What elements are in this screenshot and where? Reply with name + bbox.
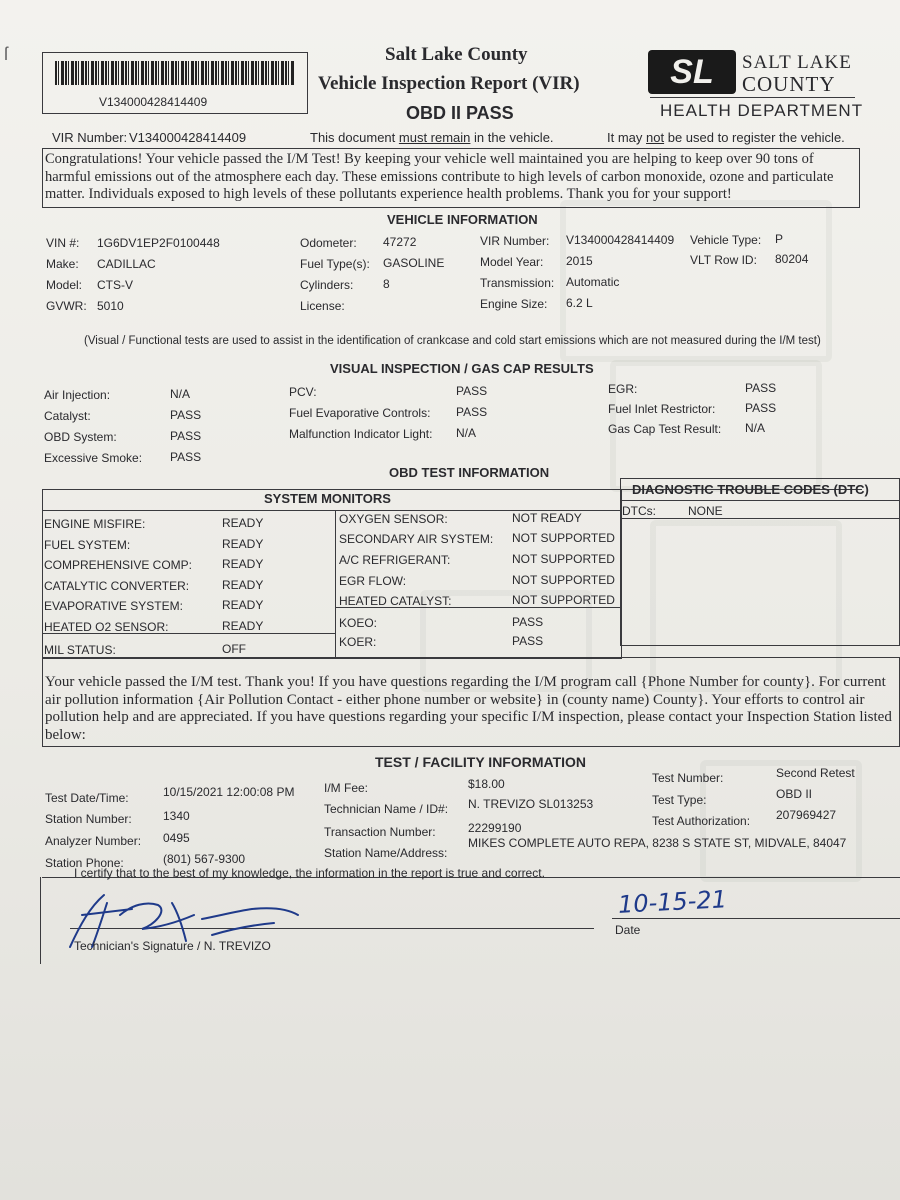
vehicle-type-label: Vehicle Type: [690, 233, 762, 247]
cylinders-label: Cylinders: [300, 278, 354, 292]
test-date-value: 10/15/2021 12:00:08 PM [163, 785, 295, 799]
pencil-mark: ſ [4, 44, 8, 64]
row-value: READY [222, 557, 264, 571]
station-address-value: MIKES COMPLETE AUTO REPA, 8238 S STATE ST, MIDVALE, 84047 [468, 836, 847, 850]
row-label: EGR FLOW: [339, 574, 407, 588]
fuel-type-label: Fuel Type(s): [300, 257, 370, 271]
vin-value: 1G6DV1EP2F0100448 [97, 236, 220, 250]
visual-note: (Visual / Functional tests are used to assist in the identification of crankcase and cold start emissions which are not measured during the I/M test) [84, 335, 821, 347]
row-label: KOER: [339, 635, 377, 649]
row-label: FUEL SYSTEM: [44, 538, 131, 552]
dtc-label: DTCs: [622, 504, 656, 518]
row-value: PASS [170, 450, 202, 464]
technician-value: N. TREVIZO SL013253 [468, 797, 594, 811]
row-label: Fuel Inlet Restrictor: [608, 402, 716, 416]
logo-line-3: HEALTH DEPARTMENT [660, 101, 864, 120]
analyzer-value: 0495 [163, 831, 190, 845]
logo-line-2: COUNTY [742, 72, 836, 96]
notice-text-2: It may not be used to register the vehicle. [607, 130, 845, 145]
vehicle-vir-value: V134000428414409 [566, 233, 675, 247]
row-label: Fuel Evaporative Controls: [289, 406, 431, 420]
station-phone-value: (801) 567-9300 [163, 852, 246, 866]
vehicle-info-heading: VEHICLE INFORMATION [387, 212, 538, 227]
vehicle-vir-label: VIR Number: [480, 234, 550, 248]
dtc-value: NONE [688, 504, 723, 518]
fee-value: $18.00 [468, 777, 505, 791]
odometer-value: 47272 [383, 235, 417, 249]
handwritten-date: 10-15-21 [617, 885, 728, 919]
row-value: NOT SUPPORTED [512, 593, 615, 607]
make-value: CADILLAC [97, 257, 156, 271]
row-value: PASS [512, 634, 544, 648]
certify-text: I certify that to the best of my knowledge, the information in the report is true and correct. [74, 866, 545, 880]
fuel-type-value: GASOLINE [383, 256, 445, 270]
dtc-row-rule [620, 518, 900, 519]
model-year-value: 2015 [566, 254, 593, 268]
row-label: Gas Cap Test Result: [608, 422, 722, 436]
logo-line-1: SALT LAKE [742, 52, 852, 73]
passed-message-box [42, 657, 900, 747]
barcode-box [42, 52, 308, 114]
row-label: HEATED O2 SENSOR: [44, 620, 169, 634]
row-label: Catalyst: [44, 409, 91, 423]
row-value: N/A [170, 387, 191, 401]
transmission-label: Transmission: [480, 276, 555, 290]
row-label: Malfunction Indicator Light: [289, 427, 433, 441]
test-date-label: Test Date/Time: [45, 791, 129, 805]
row-label: COMPREHENSIVE COMP: [44, 558, 193, 572]
row-value: NOT READY [512, 511, 582, 525]
row-value: PASS [512, 615, 544, 629]
passed-message-text: Your vehicle passed the I/M test. Thank you! If you have questions regarding the I/M program call {Phone Number for county}. For current air pollution information {Air Pollution Contact - either phone number or website} in (county name) County}. Your efforts to control air pollution help and are appreciated. If you have questions regarding your specific I/M inspection, please contact your Inspection Station listed below: [45, 674, 892, 743]
row-value: PASS [456, 384, 488, 398]
barcode [55, 61, 295, 85]
notice-text: This document must remain in the vehicle. [310, 130, 554, 145]
analyzer-label: Analyzer Number: [45, 834, 142, 848]
row-label: OBD System: [44, 430, 117, 444]
make-label: Make: [46, 257, 79, 271]
test-number-label: Test Number: [652, 771, 724, 785]
row-value: N/A [745, 421, 766, 435]
barcode-text: V134000428414409 [99, 95, 208, 109]
test-auth-value: 207969427 [776, 808, 837, 822]
gvwr-label: GVWR: [46, 299, 87, 313]
odometer-label: Odometer: [300, 236, 357, 250]
model-year-label: Model Year: [480, 255, 544, 269]
visual-inspection-heading: VISUAL INSPECTION / GAS CAP RESULTS [330, 361, 594, 376]
vlt-row-label: VLT Row ID: [690, 253, 757, 267]
vir-number-label: VIR Number: [52, 130, 128, 145]
test-type-label: Test Type: [652, 793, 707, 807]
cylinders-value: 8 [383, 277, 390, 291]
row-value: PASS [745, 401, 777, 415]
vlt-row-value: 80204 [775, 252, 809, 266]
logo-divider [650, 97, 855, 98]
test-number-value: Second Retest [776, 766, 855, 780]
row-label: Excessive Smoke: [44, 451, 143, 465]
station-address-label: Station Name/Address: [324, 846, 448, 860]
row-value: OFF [222, 642, 246, 656]
station-number-label: Station Number: [45, 812, 132, 826]
station-phone-label: Station Phone: [45, 856, 124, 870]
row-value: N/A [456, 426, 477, 440]
station-number-value: 1340 [163, 809, 190, 823]
model-label: Model: [46, 278, 83, 292]
row-label: EGR: [608, 382, 638, 396]
row-value: NOT SUPPORTED [512, 573, 615, 587]
gvwr-value: 5010 [97, 299, 124, 313]
row-label: A/C REFRIGERANT: [339, 553, 451, 567]
row-label: MIL STATUS: [44, 643, 116, 657]
vin-label: VIN #: [46, 236, 80, 250]
row-label: OXYGEN SENSOR: [339, 512, 448, 526]
report-title: Vehicle Inspection Report (VIR) [318, 73, 580, 94]
monitors-column-divider [335, 510, 336, 657]
row-value: PASS [170, 429, 202, 443]
test-auth-label: Test Authorization: [652, 814, 751, 828]
health-department-logo: SL [648, 50, 736, 94]
engine-size-value: 6.2 L [566, 296, 593, 310]
engine-size-label: Engine Size: [480, 297, 548, 311]
model-value: CTS-V [97, 278, 133, 292]
dtc-heading-rule [620, 500, 900, 501]
vehicle-type-value: P [775, 232, 784, 246]
row-value: READY [222, 537, 264, 551]
row-label: PCV: [289, 385, 317, 399]
row-value: PASS [745, 381, 777, 395]
facility-heading: TEST / FACILITY INFORMATION [375, 754, 587, 770]
row-value: PASS [170, 408, 202, 422]
signature-label: Technician's Signature / N. TREVIZO [74, 939, 271, 953]
row-label: CATALYTIC CONVERTER: [44, 579, 190, 593]
dtc-heading: DIAGNOSTIC TROUBLE CODES (DTC) [632, 482, 869, 497]
row-label: EVAPORATIVE SYSTEM: [44, 599, 183, 613]
congratulations-text: Congratulations! Your vehicle passed the I/M Test! By keeping your vehicle well maintained you are helping to keep over 90 tons of harmful emissions out of the atmosphere each day. These emissions contribute to high levels of carbon monoxide, ozone and particulate matter. Individuals exposed to high levels of these pollutants experience health problems. Thank you for your support! [45, 151, 834, 202]
fee-label: I/M Fee: [324, 781, 369, 795]
row-value: READY [222, 578, 264, 592]
system-monitors-heading: SYSTEM MONITORS [264, 491, 391, 506]
technician-label: Technician Name / ID#: [324, 802, 449, 816]
certify-left-rule [40, 877, 41, 964]
license-label: License: [300, 299, 345, 313]
row-label: KOEO: [339, 616, 378, 630]
obd-test-heading: OBD TEST INFORMATION [389, 465, 550, 480]
row-value: READY [222, 619, 264, 633]
row-label: Air Injection: [44, 388, 111, 402]
row-value: PASS [456, 405, 488, 419]
vir-number-value: V134000428414409 [129, 130, 247, 145]
row-value: READY [222, 516, 264, 530]
dtc-box [620, 478, 900, 646]
row-value: NOT SUPPORTED [512, 531, 615, 545]
date-line [612, 918, 900, 919]
congratulations-box [42, 148, 860, 208]
row-label: HEATED CATALYST: [339, 594, 452, 608]
date-label: Date [615, 923, 641, 937]
row-value: NOT SUPPORTED [512, 552, 615, 566]
row-label: SECONDARY AIR SYSTEM: [339, 532, 494, 546]
row-label: ENGINE MISFIRE: [44, 517, 146, 531]
row-value: READY [222, 598, 264, 612]
county-name: Salt Lake County [385, 44, 528, 65]
transmission-value: Automatic [566, 275, 620, 289]
transaction-value: 22299190 [468, 821, 522, 835]
transaction-label: Transaction Number: [324, 825, 436, 839]
result-title: OBD II PASS [406, 103, 514, 123]
test-type-value: OBD II [776, 787, 813, 801]
